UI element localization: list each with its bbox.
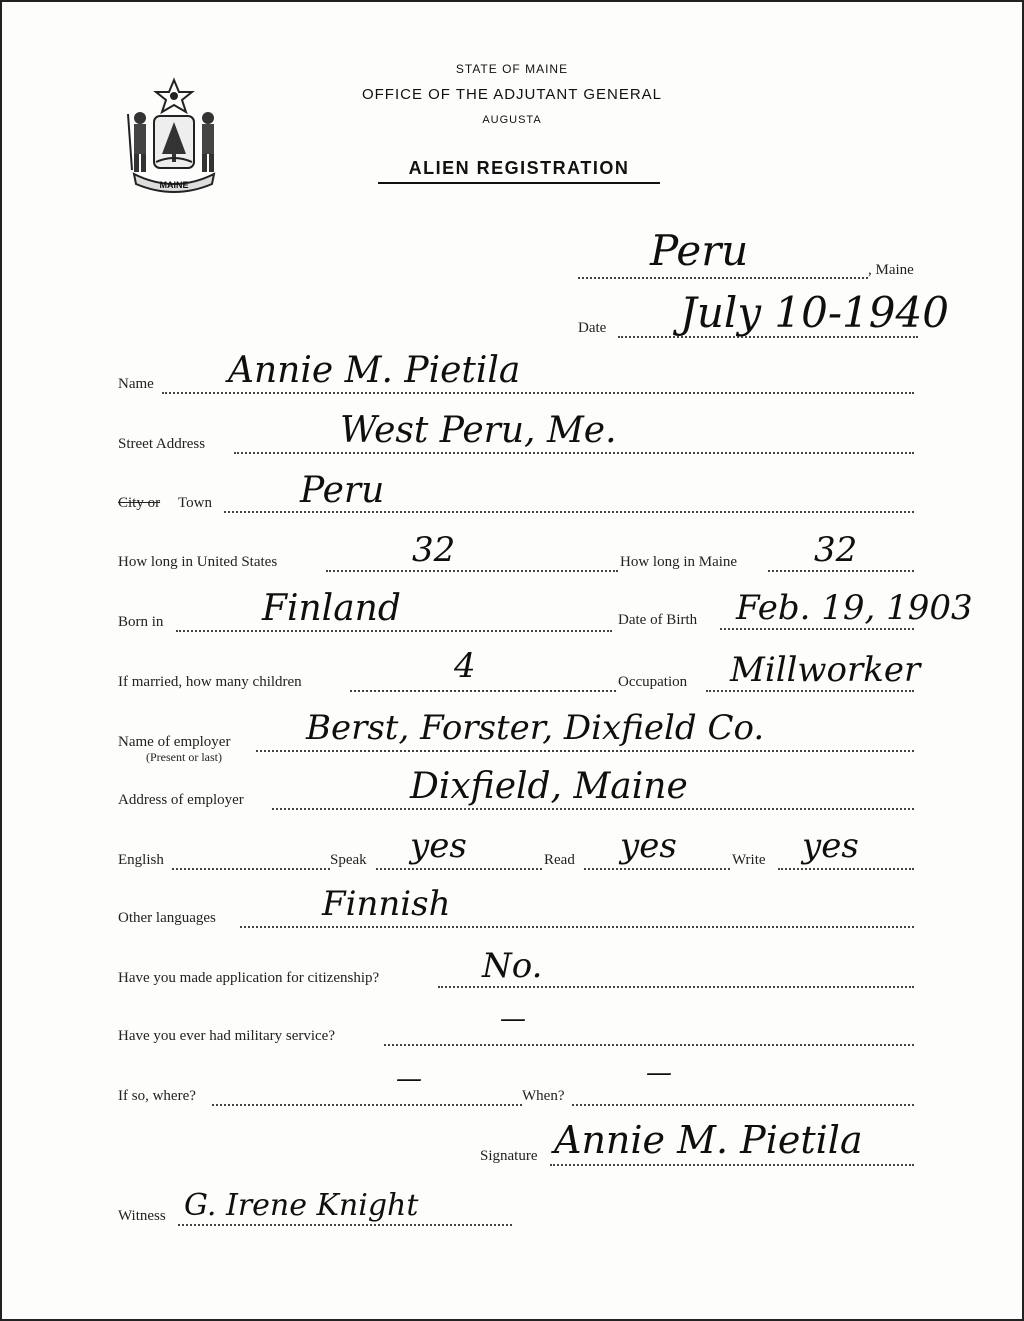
office-heading: OFFICE OF THE ADJUTANT GENERAL [361,86,663,103]
citizenship-label: Have you made application for citizenship? [118,970,380,986]
employer-address-line [272,808,914,810]
military-label: Have you ever had military service? [118,1028,335,1044]
english-label: English [118,852,164,868]
how-long-us-label: How long in United States [118,554,278,570]
signature-label: Signature [480,1148,538,1164]
form-title: ALIEN REGISTRATION [378,158,660,184]
when-label: When? [522,1088,565,1104]
how-long-maine-label: How long in Maine [620,554,738,570]
other-languages-entry: Finnish [322,884,451,924]
employer-entry: Berst, Forster, Dixfield Co. [306,708,765,748]
how-long-us-entry: 32 [412,530,456,570]
dob-line [720,628,914,630]
employer-line [256,750,914,752]
place-line [578,277,868,279]
speak-label: Speak [330,852,367,868]
other-languages-label: Other languages [118,910,216,926]
witness-label: Witness [118,1208,166,1224]
when-line [572,1104,914,1106]
name-label: Name [118,376,154,392]
employer-sub-label: (Present or last) [146,750,222,764]
born-in-line [176,630,612,632]
when-entry: — [646,1058,672,1088]
signature-line [550,1164,914,1166]
read-entry: yes [620,826,677,866]
write-label: Write [732,852,766,868]
how-long-us-line [326,570,618,572]
write-line [778,868,914,870]
witness-entry: G. Irene Knight [184,1188,419,1223]
street-entry: West Peru, Me. [340,410,617,451]
town-line [224,511,914,513]
street-label: Street Address [118,436,206,452]
citizenship-line [438,986,914,988]
place-suffix-label: , Maine [868,262,914,278]
children-label: If married, how many children [118,674,302,690]
name-line [162,392,914,394]
other-languages-line [240,926,914,928]
employer-address-entry: Dixfield, Maine [410,766,688,807]
how-long-maine-line [768,570,914,572]
witness-line [178,1224,512,1226]
city-heading: AUGUSTA [482,114,542,126]
where-line [212,1104,522,1106]
where-label: If so, where? [118,1088,196,1104]
state-heading: STATE OF MAINE [455,62,569,76]
dob-label: Date of Birth [618,612,698,628]
name-entry: Annie M. Pietila [228,350,521,391]
citizenship-entry: No. [482,946,543,986]
military-entry: — [500,1004,526,1034]
military-line [384,1044,914,1046]
write-entry: yes [802,826,859,866]
born-in-label: Born in [118,614,164,630]
employer-address-label: Address of employer [118,792,244,808]
occupation-label: Occupation [618,674,688,690]
where-entry: — [396,1064,422,1094]
street-line [234,452,914,454]
town-label: Town [178,495,212,511]
occupation-entry: Millworker [730,650,921,690]
speak-line [376,868,542,870]
seal-banner-text: MAINE [159,180,189,190]
born-in-entry: Finland [262,588,401,629]
english-line [172,868,330,870]
how-long-maine-entry: 32 [814,530,858,570]
children-entry: 4 [454,646,476,686]
date-label: Date [578,320,607,336]
speak-entry: yes [410,826,467,866]
employer-label: Name of employer [118,734,231,750]
place-entry: Peru [650,226,749,275]
city-label-struck: City or [118,495,161,511]
signature-entry: Annie M. Pietila [554,1118,863,1162]
town-entry: Peru [300,470,385,511]
read-line [584,868,730,870]
read-label: Read [544,852,575,868]
children-line [350,690,616,692]
date-entry: July 10-1940 [680,288,949,337]
occupation-line [706,690,914,692]
dob-entry: Feb. 19, 1903 [736,588,973,628]
